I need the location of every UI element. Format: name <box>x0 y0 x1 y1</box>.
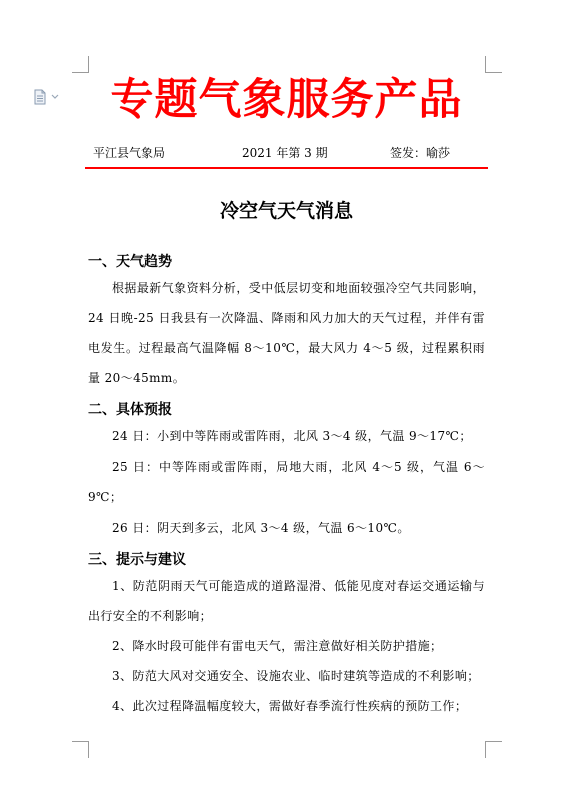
section-heading: 一、天气趋势 <box>88 254 172 270</box>
paragraph: 24 日：小到中等阵雨或雷阵雨，北风 3～4 级，气温 9～17℃； <box>112 429 472 443</box>
crop-mark-bottom-right <box>485 741 502 758</box>
paragraph: 2、降水时段可能伴有雷电天气，需注意做好相关防护措施； <box>112 639 443 653</box>
chevron-down-icon <box>51 94 59 100</box>
section-heading: 三、提示与建议 <box>88 552 186 568</box>
issue-number: 2021 年第 3 期 <box>242 146 328 160</box>
masthead-title: 专题气象服务产品 <box>110 75 463 125</box>
crop-mark-bottom-left <box>72 741 89 758</box>
document-title: 冷空气天气消息 <box>219 200 353 222</box>
document-icon[interactable] <box>33 88 67 106</box>
issuer-label: 平江县气象局 <box>93 146 166 160</box>
paragraph: 4、此次过程降温幅度较大，需做好春季流行性疾病的预防工作； <box>112 699 468 713</box>
signer-label: 签发：喻莎 <box>390 146 451 160</box>
page-glyph <box>33 89 47 105</box>
issue-info-line <box>88 142 485 164</box>
paragraph: 3、防范大风对交通安全、设施农业、临时建筑等造成的不利影响； <box>112 669 480 683</box>
header-divider <box>85 167 488 169</box>
crop-mark-top-left <box>72 56 89 73</box>
paragraph: 25 日：中等阵雨或雷阵雨，局地大雨，北风 4～5 级，气温 6～9℃； <box>88 459 485 504</box>
document-page <box>88 72 485 721</box>
section-heading: 二、具体预报 <box>88 402 172 418</box>
crop-mark-top-right <box>485 56 502 73</box>
paragraph: 26 日：阴天到多云，北风 3～4 级，气温 6～10℃。 <box>112 520 410 535</box>
paragraph: 1、防范阴雨天气可能造成的道路湿滑、低能见度对春运交通运输与出行安全的不利影响； <box>88 579 485 623</box>
paragraph: 根据最新气象资料分析，受中低层切变和地面较强冷空气共同影响，24 日晚-25 日我县有一次降温、降雨和风力加大的天气过程，并伴有雷电发生。过程最高气温降幅 8～10℃，最大风力 4～5 级，过程累积雨量 20～45mm。 <box>88 281 485 385</box>
